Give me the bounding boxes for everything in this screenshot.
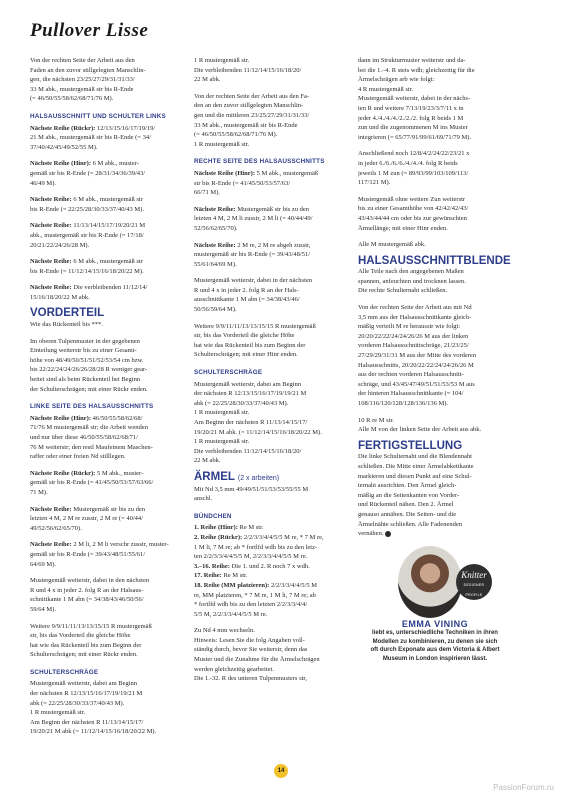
text-line: schließen. Die Mitte einer Ärmelabkettkante [358, 462, 474, 470]
paragraph [358, 267, 512, 296]
text-line: 15/16/18/20/22 M abk. [30, 293, 90, 301]
text-line: Nächste Reihe (Hinr): 5 M abk., mustergemäß [194, 169, 319, 177]
text-line: Nächste Reihe: Die verbleibenden 11/12/14/ [30, 284, 148, 292]
text-line: gemäß str bis R-Ende (= 28/31/34/36/39/43/ [30, 169, 146, 177]
paragraph [30, 159, 184, 188]
row-label: Nächste Reihe: [194, 241, 236, 249]
paragraph [358, 195, 512, 233]
section-heading-note: (2 x arbeiten) [237, 474, 280, 482]
bio-line: Museum in London inspirieren lässt. [382, 655, 488, 662]
text-line: 76 M weiterstr; den restl Maufeinem Maschen- [30, 443, 153, 451]
text-line: Nächste Reihe: 6 M abk., mustergemäß str [30, 258, 143, 266]
section-heading [358, 439, 512, 452]
text-line: Im oberen Tulpenmuster in der gegebenen [30, 337, 140, 345]
text-line: Einteilung weiterstr bis zu einer Gesamt- [30, 347, 137, 355]
text-line: spannen, anfeuchten und trocknen lassen. [358, 277, 466, 285]
text-line: Mustergemäß weiterstr, dabei in der nächs- [358, 95, 471, 103]
paragraph [30, 124, 184, 153]
text-line: ständig durch, bevor Sie weiterstr, denn das [194, 646, 308, 654]
row-label: 2. Reihe (Rückr): [194, 533, 243, 541]
text-line: Weitere 9/9/11/11/13/13/15/15 R mustergemäß [194, 322, 316, 330]
text-line: 22 M abk. [194, 76, 221, 84]
paragraph [358, 149, 512, 187]
text-line: 21 M abk., mustergemäß str bis R-Ende (= 34/ [30, 134, 151, 142]
text-line: hat wie das Rückenteil bis zum Beginn der [194, 341, 306, 349]
paragraph [194, 92, 348, 150]
text-line: 3,5 mm aus der Halsausschnittkante gleich- [358, 313, 472, 321]
text-line: abk (= 22/25/28/30/33/37/40/43 M). [30, 699, 125, 707]
text-line: markieren und diesen Punkt auf eine Schul- [358, 472, 472, 480]
text-line: bei die 1.–4. R stets wdh; gleichzeitig für die [358, 66, 475, 74]
paragraph [30, 56, 184, 104]
paragraph [194, 380, 348, 466]
author-name: EMMA VINING [401, 618, 469, 629]
paragraph [30, 622, 184, 660]
text-line: Ärmelschrägen arb wie folgt: [358, 76, 435, 84]
paragraph [194, 169, 348, 198]
row-label: Nächste Reihe: [30, 541, 72, 549]
text-line: bis zu einer Gesamthöhe von 42/42/42/43/ [358, 205, 469, 213]
text-line: (= 46/50/55/58/62/68/71/76 M). [194, 131, 278, 139]
row-label: Nächste Reihe: [30, 196, 72, 204]
text-line: bis 22/22/24/24/26/26/28/28 R weniger gear- [30, 366, 148, 374]
text-line: 18. Reihe (MM platzieren): 2/2/3/3/4/4/5/5 M [194, 581, 317, 589]
paragraph [30, 414, 184, 462]
text-line: dann im Strukturmuster weiterstr und da- [358, 57, 466, 64]
text-line: schnittkante 1 M abn (= 34/38/43/46/50/56/ [30, 596, 144, 604]
text-line: werden gleichzeitig gearbeitet. [194, 665, 274, 673]
text-line: Muster und die Zunahme für die Ärmelschrägen [194, 656, 320, 664]
text-line: Nächste Reihe: 6 M abk., mustergemäß str [30, 196, 143, 204]
text-line: R und 4 x in jeder 2. folg R an der Halsaus- [30, 586, 144, 594]
text-line: jeweils 1 M zun (= 89/93/99/103/109/113/ [358, 169, 469, 177]
text-line: 1 R mustergemäß str. [194, 57, 250, 64]
text-line: Nächste Reihe: 2 M li, 2 M li verschr zusstr, muster- [30, 541, 169, 549]
text-line: genauso annähen. Die Seiten- und die [358, 510, 457, 518]
text-line: str, bis das Vorderteil die gleiche Höhe [30, 632, 131, 640]
text-line: abk., mustergemäß str bis R-Ende (= 17/18/ [30, 231, 144, 239]
paragraph [30, 195, 184, 214]
text-line: 1 R mustergemäß str. [194, 438, 250, 446]
text-line: Alle M mustergemäß abk. [358, 241, 426, 249]
text-line: abk (= 22/25/28/30/33/37/40/43 M). [194, 399, 289, 407]
section-heading-text: FERTIGSTELLUNG [358, 439, 463, 452]
text-line: mustergemäß str bis R-Ende (= 39/43/48/51/ [194, 251, 311, 259]
author-profile [358, 546, 512, 663]
row-label: Nächste Reihe (Rückr): [30, 469, 96, 477]
text-line: Am Beginn der nächsten R 11/13/14/15/17/ [30, 718, 144, 726]
paragraph [30, 283, 184, 302]
subheading: HALSAUSSCHNITT UND SCHULTER LINKS [30, 112, 166, 120]
watermark: PassionForum.ru [493, 783, 554, 792]
text-line: gen, die nächsten 23/25/27/29/31/31/33/ [30, 76, 135, 84]
text-line: und Rückenteil nähen. Den 2. Ärmel [358, 501, 454, 509]
badge-subtitle: DESIGNER PROFILE [463, 582, 485, 597]
text-line: str, bis das Vorderteil die gleiche Höhe [194, 332, 295, 340]
text-line: Anschließend noch 12/8/4/2/24/22/23/21 x [358, 150, 470, 158]
text-line: jeder 4./4./4./4./2./2./2. folg R beids 1 M [358, 114, 464, 122]
text-line: 2. Reihe (Rückr): 2/2/3/3/4/4/5/5 M re, * 7 M re, [194, 533, 324, 541]
paragraph [30, 505, 184, 534]
end-mark-icon [385, 531, 391, 537]
row-label: Nächste Reihe (Rückr): [30, 124, 96, 132]
text-line: den an den zuvor stillgelegten Manschlin- [194, 102, 304, 110]
section-heading-text: VORDERTEIL [30, 307, 105, 320]
text-line: aus der rechten vorderen Halsausschnitt- [358, 371, 464, 379]
text-line: mäßig an die Seitenkanten von Vorder- [358, 491, 460, 499]
text-line: 33 M abk., mustergemäß str bis R-Ende [194, 121, 298, 129]
text-line: 5/5 M, 2/2/3/3/4/4/5/5 M re. [194, 610, 268, 618]
text-line: 1. Reihe (Hinr): Re M str. [194, 524, 264, 532]
text-line: 1 R mustergemäß str. [194, 409, 250, 417]
text-line: 66/71 M). [194, 189, 220, 197]
text-line: ten 2/2/3/3/4/4/5/5 M, 2/2/3/3/4/4/5/5 M re. [194, 553, 308, 561]
author-bio [358, 629, 512, 663]
paragraph [30, 469, 184, 498]
author-photo [398, 546, 462, 618]
row-label: Nächste Reihe (Hinr): [30, 414, 92, 422]
text-line: ausschnittkante 1 M abn (= 34/38/43/46/ [194, 296, 300, 304]
row-label: Nächste Reihe: [194, 205, 236, 213]
text-line: gemäß str bis R-Ende (= 39/43/48/51/55/61/ [30, 550, 146, 558]
text-line: höhe von 48/49/50/51/51/52/53/54 cm bzw. [30, 356, 144, 364]
text-line: 52/56/62/65/70). [194, 224, 238, 232]
text-line: Halsausschnitts, 20/20/22/22/24/24/26/26 M [358, 361, 474, 369]
subheading: LINKE SEITE DES HALSAUSSCHNITTS [30, 403, 154, 411]
text-line: Die verbleibenden 11/12/14/15/16/18/20/ [194, 66, 302, 74]
text-line: str bis R-Ende (= 41/45/50/53/57/63/ [194, 179, 291, 187]
text-column-1 [30, 56, 184, 744]
text-line: schräge, und 43/45/47/49/51/51/53/53 M aus [358, 380, 475, 388]
text-line: Alle Teile nach den angegebenen Maßen [358, 268, 464, 276]
text-line: Ärmelnähte schließen. Alle Fadenenden [358, 520, 462, 528]
text-line: 108/116/120/128/128/136/136 M). [358, 400, 449, 407]
text-line: Die linke Schulternaht und die Blendennaht [358, 453, 472, 461]
row-label: 17. Reihe: [194, 572, 222, 580]
text-line: Schulterschrägen; mit einer Hinr enden. [194, 351, 298, 359]
text-line: 17. Reihe: Re M str. [194, 572, 248, 580]
bio-line: liebt es, unterschiedliche Techniken in ihren [372, 630, 498, 637]
row-label: 1. Reihe (Hinr): [194, 524, 238, 532]
text-line: 3.–16. Reihe: Die 1. und 2. R noch 7 x wdh. [194, 562, 310, 570]
text-line: Nächste Reihe: Mustergemäß str bis zu den [194, 205, 310, 213]
text-line: 10 R re M str. [358, 416, 394, 424]
text-line: 55/61/64/69 M). [194, 260, 237, 268]
text-line: 22 M abk. [194, 457, 221, 465]
text-line: raffer oder einer freien Nd stilllegen. [30, 453, 126, 461]
paragraph [194, 56, 348, 85]
paragraph [358, 416, 512, 435]
text-line: R und 4 x in jeder 2. folg R an der Hals- [194, 286, 299, 294]
text-line: zun und die zugenommenen M ins Muster [358, 124, 468, 132]
paragraph [194, 322, 348, 360]
text-line: Von der rechten Seite der Arbeit aus den [30, 57, 135, 64]
paragraph [30, 221, 184, 250]
row-label: Nächste Reihe: [30, 505, 72, 513]
text-line: Die 1.-32. R des unteren Tulpenmusters str, [194, 675, 307, 683]
text-line: 33 M abk., mustergemäß str bis R-Ende [30, 85, 134, 93]
paragraph [194, 485, 348, 504]
row-label: 18. Reihe (MM platzieren): [194, 581, 270, 589]
row-label: Nächste Reihe (Hinr): [30, 160, 92, 168]
text-line: der hinteren Halsausschnittkante (= 104/ [358, 390, 464, 398]
paragraph [194, 241, 348, 270]
text-line: integrieren (= 65/77/91/99/61/69/71/79 M). [358, 133, 472, 141]
subheading: BÜNDCHEN [194, 512, 232, 520]
paragraph [358, 452, 512, 538]
section-heading [30, 309, 184, 319]
text-line: Die verbleibenden 11/12/14/15/16/18/20/ [194, 447, 302, 455]
text-line: Schulterschrägen; mit einer Rückr enden. [30, 651, 138, 659]
text-line: bis R-Ende (= 11/12/14/15/16/18/20/22 M). [30, 267, 144, 275]
subheading: SCHULTERSCHRÄGE [30, 668, 99, 676]
text-column-3 [358, 56, 512, 663]
text-line: mäßig verteilt M re herausstr wie folgt: [358, 323, 461, 331]
paragraph [30, 576, 184, 614]
text-line: beitet sind als beim Rückenteil bei Beginn [30, 376, 141, 384]
text-line: letzten 4 M, 2 M re zusstr, 2 M re (= 40/44/ [30, 515, 143, 523]
text-line: re, MM platzieren, * 7 M re, 1 M li, 7 M re; ab [194, 591, 316, 599]
paragraph [194, 276, 348, 314]
text-line: Nächste Reihe (Hinr): 6 M abk., muster- [30, 160, 139, 168]
text-line: der nächsten R 12/13/15/16/17/19/19/21 M [30, 690, 143, 698]
text-line: Weitere 9/9/11/11/13/13/15/15 R mustergemäß [30, 622, 152, 630]
text-line: Wie das Rückenteil bis ***. [30, 321, 103, 329]
text-line: Mustergemäß weiterstr, dabei in der nächsten [194, 277, 313, 285]
text-column-2 [194, 56, 348, 691]
text-line: Von der rechten Seite der Arbeit aus den Fa- [194, 92, 310, 100]
text-line: Mit Nd 3,5 mm 49/49/51/51/53/53/55/55 M [194, 485, 309, 493]
text-line: Nächste Reihe: 2 M re, 2 M re abgeh zusstr, [194, 241, 311, 249]
text-line: Am Beginn der nächsten R 11/13/14/15/17/ [194, 419, 308, 426]
text-line: gemäß str bis R-Ende (= 41/45/50/53/57/63/66/ [30, 479, 154, 487]
text-line: und nur über diese 46/50/55/58/62/68/71/ [30, 434, 138, 441]
text-line: 1 M li, 7 M re; ab * fortlfd wdh bis zu den letz- [194, 543, 318, 551]
text-line: 59/64 M). [30, 605, 56, 613]
text-line: Von der rechten Seite der Arbeit aus mit Nd [358, 304, 472, 312]
text-line: Nächste Reihe: Mustergemäß str bis zu den [30, 505, 146, 513]
text-line: in jeder 6./6./6./6./4./4./4. folg R beids [358, 159, 458, 167]
section-heading [358, 254, 512, 267]
paragraph [30, 679, 184, 737]
subheading: SCHULTERSCHRÄGE [194, 369, 263, 377]
page-number: 14 [274, 764, 288, 778]
text-line: 64/69 M). [30, 560, 56, 568]
text-line: 37/40/42/45/49/52/55 M). [30, 143, 98, 151]
text-line: * fortlfd wdh bis zu den letzten 2/2/3/3/4/4/ [194, 601, 308, 609]
row-label: Nächste Reihe: [30, 258, 72, 266]
text-line: (= 46/50/55/58/62/68/71/76 M). [30, 95, 114, 103]
text-line: Nächste Reihe (Hinr): 46/50/55/58/62/68/ [30, 414, 143, 422]
text-line: ternaht ausrichten. Den Ärmel gleich- [358, 482, 457, 490]
paragraph [358, 240, 512, 250]
text-line: 117/121 M). [358, 179, 391, 187]
bio-line: oft durch Exponate aus dem Victoria & Albert [370, 647, 500, 654]
text-line: 49/52/56/62/65/70). [30, 524, 82, 532]
text-line: 71 M). [30, 488, 48, 496]
paragraph [194, 523, 348, 619]
text-line: Mustergemäß weiterstr, dabei am Beginn [194, 380, 302, 388]
text-line: 20/21/22/24/26/28 M). [30, 241, 90, 249]
text-line: Nächste Reihe (Rückr): 5 M abk., muster- [30, 469, 144, 477]
section-heading-text: ÄRMEL [194, 470, 235, 483]
text-line: vorderen Halsausschnittschräge, 21/23/25/ [358, 342, 469, 350]
knitter-badge-icon [456, 564, 492, 600]
text-line: 4 R mustergemäß str. [358, 85, 414, 93]
text-line: 20/20/22/22/24/24/26/26 M aus der linken [358, 332, 469, 340]
page-title: Pullover Lisse [30, 20, 149, 41]
author-photo-area [358, 546, 512, 618]
text-line: der Schulterschrägen; mit einer Rückr enden. [30, 385, 148, 393]
paragraph [30, 337, 184, 395]
row-label: Nächste Reihe (Hinr): [194, 169, 256, 177]
text-line: Faden an den zuvor stillgelegten Manschlin- [30, 66, 146, 74]
subheading: RECHTE SEITE DES HALSAUSSCHNITTS [194, 158, 325, 166]
text-line: Zu Nd 4 mm wechseln. [194, 627, 255, 635]
text-line: Die rechte Schulternaht schließen. [358, 287, 448, 295]
text-line: 27/29/29/31/31 M aus der Mitte des vorderen [358, 352, 477, 360]
text-line: Mustergemäß weiterstr, dabei am Beginn [30, 680, 138, 688]
row-label: Nächste Reihe: [30, 284, 72, 292]
text-line: 50/56/59/64 M). [194, 306, 237, 314]
paragraph [358, 303, 512, 409]
text-line: 1 R mustergemäß str. [30, 709, 86, 717]
badge-brand: Knitter [461, 569, 487, 580]
text-line: Mustergemäß ohne weitere Zun weiterstr [358, 195, 466, 203]
text-line: anschl. [194, 495, 213, 503]
section-heading-text: HALSAUSSCHNITTBLENDE [358, 254, 511, 267]
text-line: letzten 4 M, 2 M li zusstr, 2 M li (= 40/44/49/ [194, 215, 313, 223]
text-line: 19/20/21 M abk (= 11/12/14/15/16/18/20/22 M). [30, 728, 157, 736]
bio-line: Modellen zu kombinieren, zu denen sie sich [372, 638, 498, 645]
text-line: der nächsten R 12/13/15/16/17/19/19/21 M [194, 390, 307, 398]
paragraph [30, 257, 184, 276]
paragraph [358, 56, 512, 142]
text-line: vernähen. [358, 529, 512, 539]
text-line: ten R und weitere 7/13/19/23/3/7/11 x in [358, 104, 464, 112]
text-line: Alle M von der linken Seite der Arbeit aus abk. [358, 426, 482, 434]
text-line: Nächste Reihe: 11/13/14/15/17/19/20/21 M [30, 222, 146, 230]
text-line: 71/76 M mustergemäß str; die Arbeit wenden [30, 424, 148, 432]
paragraph [194, 205, 348, 234]
text-line: hat wie das Rückenteil bis zum Beginn der [30, 641, 142, 649]
row-label: Nächste Reihe: [30, 222, 72, 230]
section-heading [194, 470, 348, 484]
paragraph [30, 540, 184, 569]
text-line: 1 R mustergemäß str. [194, 140, 250, 148]
text-line: Nächste Reihe (Rückr): 12/13/15/16/17/19/19/ [30, 124, 156, 132]
text-line: Mustergemäß weiterstr, dabei in den nächsten [30, 577, 150, 585]
text-line: 19/20/21 M abk. (= 11/12/14/15/16/18/20/22 M). [194, 428, 322, 436]
text-line: Hinweis: Lesen Sie die folg Angaben voll- [194, 636, 305, 644]
text-line: Ärmellänge; mit einer Hinr enden. [358, 224, 448, 232]
text-line: bis R-Ende (= 22/25/28/30/33/37/40/43 M). [30, 205, 144, 213]
text-line: 46/49 M). [30, 179, 56, 187]
paragraph [30, 320, 184, 330]
paragraph [194, 626, 348, 684]
text-line: gen und die mittleren 23/25/27/29/31/31/33/ [194, 111, 310, 119]
text-line: 43/43/44/44 cm oder bis zur gewünschten [358, 214, 467, 222]
row-label: 3.–16. Reihe: [194, 562, 230, 570]
